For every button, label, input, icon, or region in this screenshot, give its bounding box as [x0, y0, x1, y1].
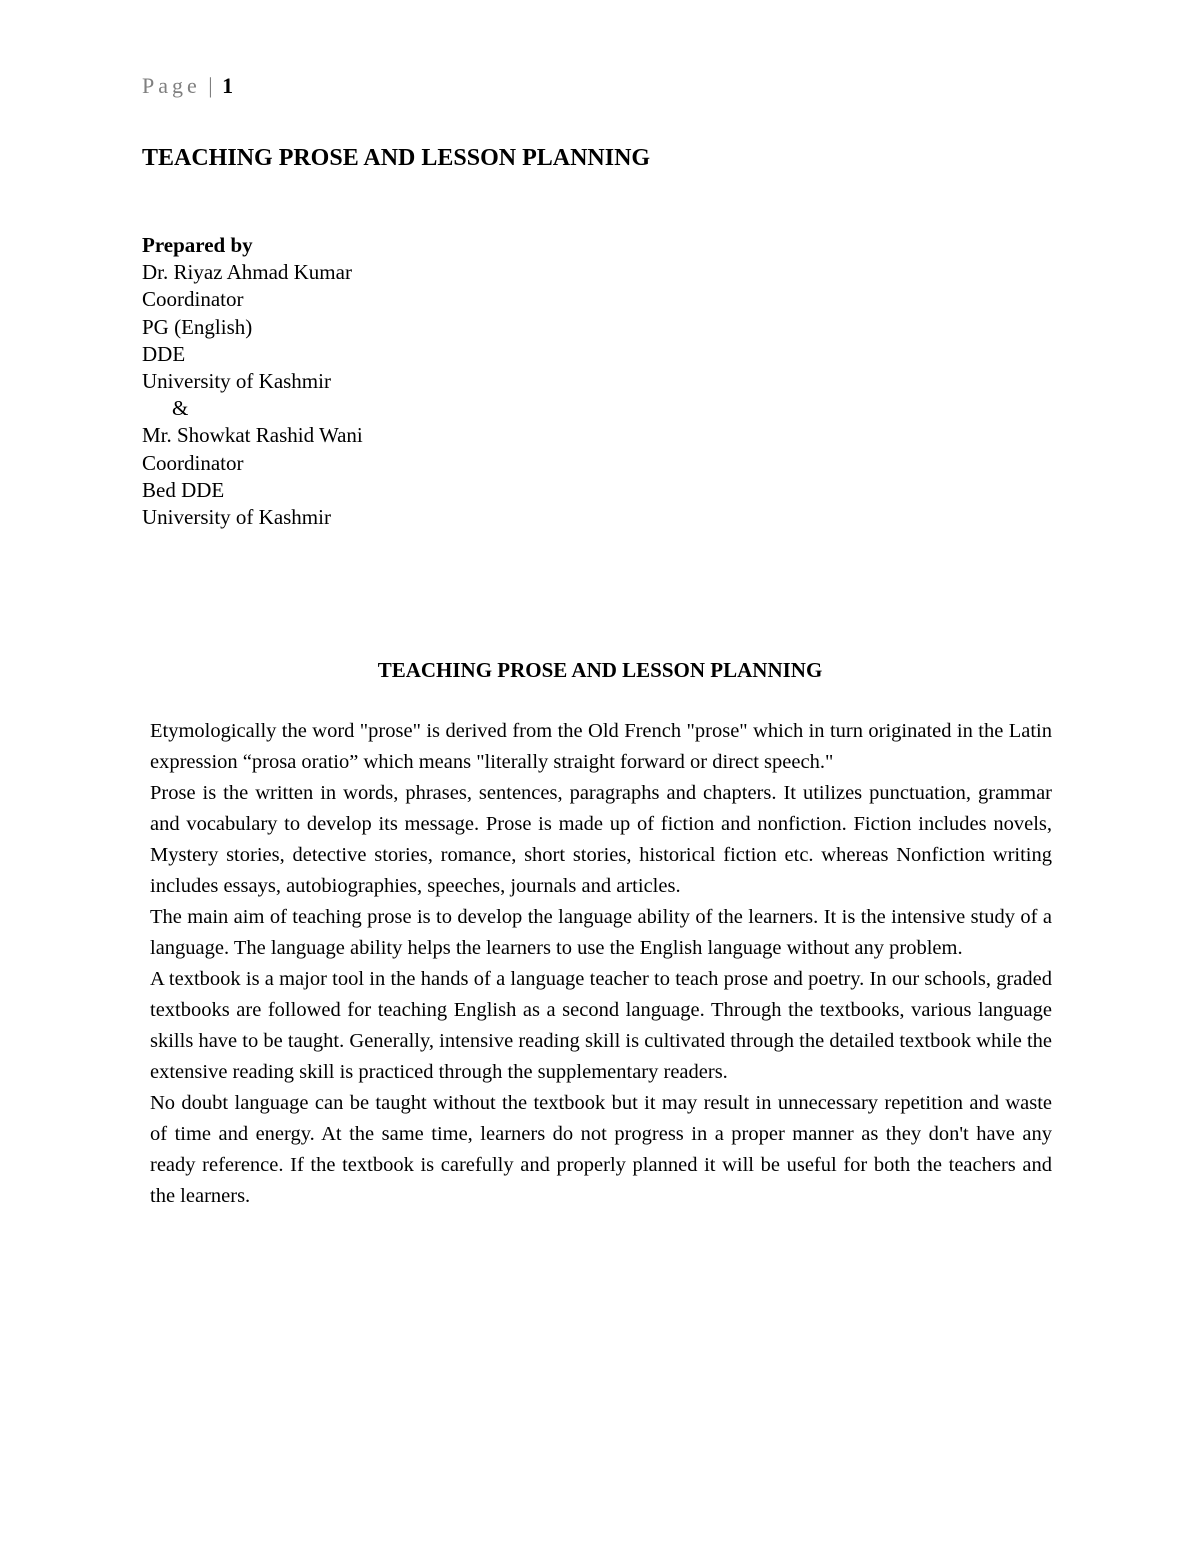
section-body — [150, 716, 1052, 1212]
paragraph-aim: The main aim of teaching prose is to develop the language ability of the learners. It is the intensive study of a language. The language ability helps the learners to use the English language without any problem. — [150, 906, 1052, 959]
prepared-by-block — [142, 232, 363, 531]
paragraph-definition: Prose is the written in words, phrases, sentences, paragraphs and chapters. It utilizes punctuation, grammar and vocabulary to develop its message. Prose is made up of fiction and nonfiction. Fiction includes novels, Mystery stories, detective stories, romance, short stories, historical fiction etc. whereas Nonfiction writing includes essays, autobiographies, speeches, journals and articles. — [150, 782, 1052, 897]
author-1-university: University of Kashmir — [142, 369, 331, 394]
author-1-program: PG (English) — [142, 314, 253, 339]
author-2-name: Mr. Showkat Rashid Wani — [142, 423, 363, 448]
paragraph-textbook: A textbook is a major tool in the hands of a language teacher to teach prose and poetry. In our schools, graded textbooks are followed for teaching English as a second language. Through the textbooks, various language skills have to be taught. Generally, intensive reading skill is cultivated through the detailed textbook while the extensive reading skill is practiced through the supplementary readers. — [150, 968, 1052, 1083]
author-1-name: Dr. Riyaz Ahmad Kumar — [142, 260, 352, 285]
author-2-university: University of Kashmir — [142, 505, 331, 530]
page-label: Page — [142, 73, 201, 98]
author-1-role: Coordinator — [142, 287, 244, 312]
page-number: 1 — [222, 73, 234, 98]
author-2-program: Bed DDE — [142, 477, 225, 502]
page-separator: | — [208, 73, 213, 98]
page-header — [142, 72, 233, 100]
ampersand: & — [172, 396, 189, 421]
paragraph-conclusion: No doubt language can be taught without the textbook but it may result in unnecessary repetition and waste of time and energy. At the same time, learners do not progress in a proper manner as they don't have any ready reference. If the textbook is carefully and properly planned it will be useful for both the teachers and the learners. — [150, 1092, 1052, 1207]
author-1-dept: DDE — [142, 341, 186, 366]
author-2-role: Coordinator — [142, 450, 244, 475]
section-title: TEACHING PROSE AND LESSON PLANNING — [377, 658, 823, 682]
document-title: TEACHING PROSE AND LESSON PLANNING — [142, 145, 651, 171]
prepared-by-label: Prepared by — [142, 233, 253, 257]
paragraph-etymology: Etymologically the word "prose" is derived from the Old French "prose" which in turn originated in the Latin expression “prosa oratio” which means "literally straight forward or direct speech." — [150, 720, 1052, 773]
